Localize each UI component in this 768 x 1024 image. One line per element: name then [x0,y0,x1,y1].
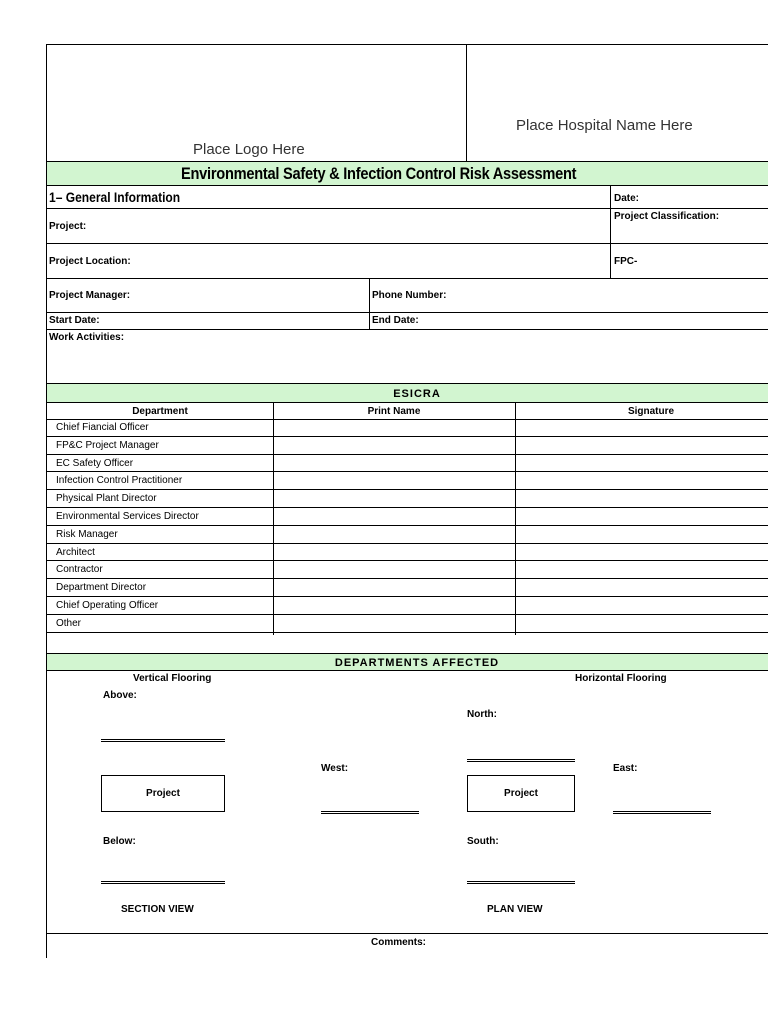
departments-band [47,653,768,671]
table-row [47,455,768,473]
west-line [321,811,419,814]
table-row [47,579,768,597]
comments-label: Comments: [371,937,427,948]
table-row [47,419,768,437]
above-line [101,739,225,742]
plan-view-label: PLAN VIEW [487,904,543,915]
departments-title: DEPARTMENTS AFFECTED [334,657,500,669]
page-title: Environmental Safety & Infection Control Risk Assessment [181,164,577,183]
phone-number-label: Phone Number: [372,290,447,301]
column-header-department: Department [132,406,188,417]
work-activities-label: Work Activities: [49,332,125,343]
section-view-label: SECTION VIEW [121,904,194,915]
south-label: South: [467,836,499,847]
west-label: West: [321,763,349,774]
hospital-name-placeholder: Place Hospital Name Here [516,117,693,134]
date-label: Date: [614,193,640,204]
department-cell: Physical Plant Director [56,493,157,505]
project-box-plan: Project [467,775,575,812]
manager-divider [369,278,370,330]
general-right-divider [610,186,611,278]
table-row [47,437,768,455]
table-row [47,597,768,615]
project-box-section: Project [101,775,225,812]
department-cell: Chief Operating Officer [56,600,159,611]
below-label: Below: [103,836,136,847]
column-header-print-name: Print Name [367,406,421,417]
department-cell: Infection Control Practitioner [56,475,183,487]
department-cell: Department Director [56,582,147,594]
table-row [47,472,768,490]
department-cell: Contractor [56,564,103,576]
department-cell: FP&C Project Manager [56,439,159,451]
north-line [467,759,575,762]
esicra-band [47,383,768,403]
column-header-signature: Signature [627,406,675,417]
logo-placeholder: Place Logo Here [193,141,305,158]
table-row [47,561,768,579]
department-cell: Risk Manager [56,528,118,540]
fpc-label: FPC- [614,256,638,267]
north-label: North: [467,709,497,720]
below-line [101,881,225,884]
east-label: East: [613,763,638,774]
project-classification-label: Project Classification: [614,211,720,222]
department-cell: EC Safety Officer [56,457,134,469]
table-row [47,526,768,544]
section-title-general: 1– General Information [49,189,181,205]
header-divider [466,45,467,161]
table-row [47,544,768,562]
department-cell: Environmental Services Director [56,511,199,522]
east-line [613,811,711,814]
vertical-flooring-label: Vertical Flooring [133,673,212,684]
project-location-label: Project Location: [49,256,131,267]
table-row [47,508,768,526]
project-label: Project: [49,221,87,232]
table-row [47,615,768,633]
esicra-title: ESICRA [393,388,441,400]
risk-assessment-form [46,44,768,958]
horizontal-flooring-label: Horizontal Flooring [575,673,667,684]
end-date-label: End Date: [372,315,419,326]
title-band [47,161,768,186]
project-manager-label: Project Manager: [49,290,131,301]
department-cell: Other [56,617,82,629]
above-label: Above: [103,690,137,701]
south-line [467,881,575,884]
start-date-label: Start Date: [49,315,100,326]
department-cell: Chief Fiancial Officer [56,422,149,433]
table-row [47,490,768,508]
department-cell: Architect [56,546,95,558]
